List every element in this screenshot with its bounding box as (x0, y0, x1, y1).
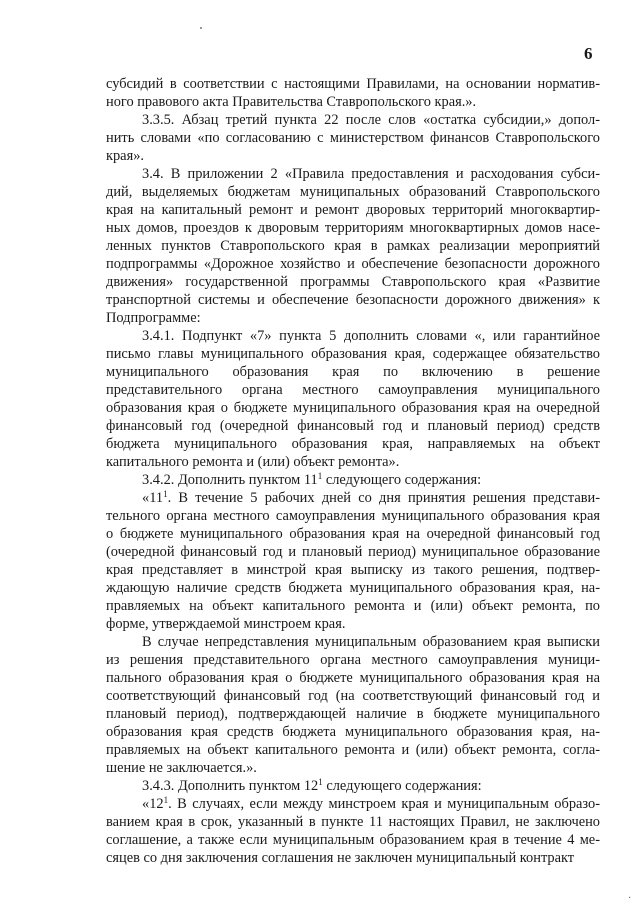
text-line: В случае непредставления муниципальным образованием края выписки (142, 634, 600, 650)
text-line: капитального ремонта и (или) объект ремонта». (106, 454, 400, 470)
line-text-end: . В случаях, если между минстроем края и муниципальным образо- (168, 796, 600, 812)
superscript-number: 1 (163, 795, 169, 805)
line-text-start: 3.4.2. Дополнить пунктом 11 (142, 472, 318, 488)
text-line: (очередной финансовый год и плановый период) муниципальное образование (106, 544, 600, 560)
line-text-start: 3.4.3. Дополнить пунктом 12 (142, 778, 319, 794)
text-line: финансовый год (очередной финансовый год и плановый период) средств (106, 418, 600, 434)
text-line: ленных пунктов Ставропольского края в рамках реализации мероприятий (106, 238, 600, 254)
text-line: Подпрограмме: (106, 310, 201, 326)
text-line: соответствующий финансовый год (на соответствующий финансовый год и (106, 688, 600, 704)
text-line: края на капитальный ремонт и ремонт дворовых территорий многоквартир- (106, 202, 600, 218)
corner-mark: · (628, 893, 632, 904)
text-line: субсидий в соответствии с настоящими Правилами, на основании норматив- (106, 76, 600, 92)
superscript-number: 1 (318, 777, 323, 787)
text-line: ных домов, проездов к дворовым территориям многоквартирных домов насе- (106, 220, 600, 236)
line-text-end: следующего содержания: (322, 778, 482, 794)
line-text-start: «11 (142, 490, 164, 506)
text-line: правляемых на объект капитального ремонта и (или) объект ремонта, согла- (106, 742, 600, 758)
superscript-number: 1 (317, 471, 323, 481)
text-line: ждающую наличие средств бюджета муниципального образования края, на- (106, 580, 600, 596)
text-line: бюджета муниципального образования края, направляемых на объект (106, 436, 600, 452)
line-text-end: . В течение 5 рабочих дней со дня принятия решения представи- (167, 490, 600, 506)
superscript-number: 1 (163, 489, 168, 499)
text-line: края». (106, 148, 144, 164)
line-text-end: следующего содержания: (322, 472, 482, 488)
document-body (106, 75, 600, 867)
text-line: 3.4. В приложении 2 «Правила предоставления и расходования субси- (142, 166, 600, 182)
text-line: дий, выделяемых бюджетам муниципальных образований Ставропольского (106, 184, 600, 200)
line-text-start: «12 (142, 796, 164, 812)
text-line: ного правового акта Правительства Ставропольского края.». (106, 94, 477, 110)
text-line: края представляет в минстрой края выписку из такого решения, подтвер- (106, 562, 600, 578)
text-line: из решения представительного органа местного самоуправления муници- (106, 652, 600, 668)
text-line: 3.4.1. Подпункт «7» пункта 5 дополнить словами «, или гарантийное (142, 328, 600, 344)
text-line (106, 777, 600, 795)
text-line: письмо главы муниципального образования края, содержащее обязательство (106, 346, 600, 362)
text-line: образования края о бюджете муниципального образования края на очередной (106, 400, 600, 416)
text-line: правляемых на объект капитального ремонта и (или) объект ремонта, по (106, 598, 600, 614)
text-line: представительного органа местного самоуправления муниципального (106, 382, 600, 398)
scan-speck (200, 27, 202, 29)
text-line: тельного органа местного самоуправления муниципального образования края (106, 508, 600, 524)
text-line (106, 795, 600, 813)
text-line (106, 489, 600, 507)
text-line: движения» государственной программы Ставропольского края «Развитие (106, 274, 600, 290)
text-line: соглашение, а также если муниципальным образованием края в течение 4 ме- (106, 832, 600, 848)
text-line: муниципального образования края по включению в решение (106, 364, 600, 380)
text-line: 3.3.5. Абзац третий пункта 22 после слов «остатка субсидии,» допол- (142, 112, 600, 128)
text-line: подпрограммы «Дорожное хозяйство и обеспечение безопасности дорожного (106, 256, 600, 272)
text-line: форме, утверждаемой минстроем края. (106, 616, 346, 632)
text-line: плановый период), подтверждающей наличие в бюджете муниципального (106, 706, 600, 722)
page-number: 6 (584, 44, 593, 63)
text-line: о бюджете муниципального образования края на очередной финансовый год (106, 526, 600, 542)
text-line: ванием края в срок, указанный в пункте 11 настоящих Правил, не заключено (106, 814, 600, 830)
text-line: шение не заключается.». (106, 760, 257, 776)
text-line: сяцев со дня заключения соглашения не заключен муниципальный контракт (106, 850, 575, 866)
text-line: нить словами «по согласованию с министерством финансов Ставропольского (106, 130, 600, 146)
text-line (106, 471, 600, 489)
text-line: транспортной системы и обеспечение безопасности дорожного движения» к (106, 292, 600, 308)
text-line: пального образования края о бюджете муниципального образования края на (106, 670, 600, 686)
text-line: образования края средств бюджета муниципального образования края, на- (106, 724, 600, 740)
